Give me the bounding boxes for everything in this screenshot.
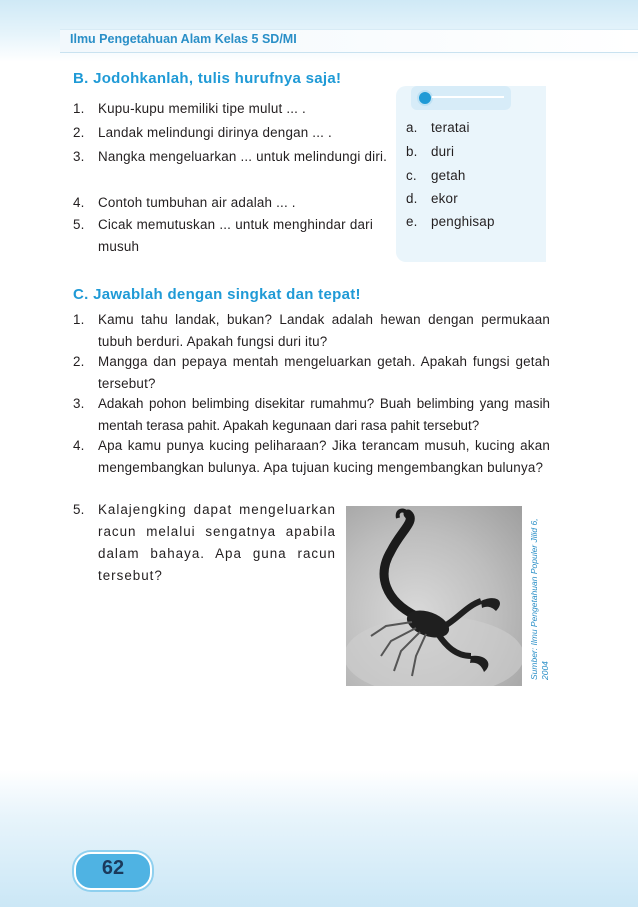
option-letter: c. <box>406 168 417 183</box>
question-number: 5. <box>73 502 85 517</box>
b-question-5 <box>73 214 373 258</box>
question-number: 2. <box>73 354 85 369</box>
option-text: duri <box>431 144 455 159</box>
question-number: 5. <box>73 217 85 232</box>
question-text: Kupu-kupu memiliki tipe mulut ... . <box>98 101 306 116</box>
option-letter: b. <box>406 144 418 159</box>
question-text: Mangga dan pepaya mentah mengeluarkan getah. Apakah fungsi getah tersebut? <box>98 354 550 391</box>
question-number: 1. <box>73 312 85 327</box>
question-text: Kamu tahu landak, bukan? Landak adalah hewan dengan permukaan tubuh berduri. Apakah fungsi duri itu? <box>98 312 550 349</box>
c-question-3 <box>73 393 550 437</box>
option-text: penghisap <box>431 214 495 229</box>
c-question-4 <box>73 435 550 501</box>
question-text: Nangka mengeluarkan ... untuk melindungi diri. <box>98 149 388 164</box>
b-question-1 <box>73 98 373 120</box>
question-number: 1. <box>73 101 85 116</box>
scorpion-photo <box>346 506 522 686</box>
scorpion-icon <box>346 506 522 686</box>
book-title: Ilmu Pengetahuan Alam Kelas 5 SD/MI <box>70 32 297 46</box>
question-text: Landak melindungi dirinya dengan ... . <box>98 125 332 140</box>
c-question-5 <box>73 499 338 587</box>
question-number: 2. <box>73 125 85 140</box>
c-question-1 <box>73 309 550 353</box>
option-letter: a. <box>406 120 418 135</box>
option-letter: e. <box>406 214 418 229</box>
question-text: Contoh tumbuhan air adalah ... . <box>98 195 296 210</box>
question-number: 4. <box>73 438 85 453</box>
option-b <box>406 144 454 159</box>
question-number: 4. <box>73 195 85 210</box>
question-text: Cicak memutuskan ... untuk menghindar dari musuh <box>98 217 373 254</box>
question-text: Kalajengking dapat mengeluarkan racun melalui sengatnya apabila dalam bahaya. Apa guna racun tersebut? <box>98 502 336 583</box>
option-text: ekor <box>431 191 458 206</box>
photo-credit: Sumber: Ilmu Pengetahuan Populer Jilid 6, 2004 <box>529 518 550 680</box>
option-letter: d. <box>406 191 418 206</box>
option-a <box>406 120 470 135</box>
page-number: 62 <box>101 857 125 879</box>
option-e <box>406 214 495 229</box>
bullet-icon <box>417 90 433 106</box>
option-d <box>406 191 458 206</box>
option-text: getah <box>431 168 466 183</box>
b-question-2 <box>73 122 373 144</box>
question-number: 3. <box>73 149 85 164</box>
question-text: Apa kamu punya kucing peliharaan? Jika terancam musuh, kucing akan mengembangkan bulunya. Apa tujuan kucing mengembangkan bulunya? <box>98 438 550 475</box>
b-question-4 <box>73 192 373 214</box>
option-c <box>406 168 466 183</box>
question-text: Adakah pohon belimbing disekitar rumahmu? Buah belimbing yang masih mentah terasa pahit. Apakah kegunaan dari rasa pahit tersebut? <box>98 396 550 433</box>
option-text: teratai <box>431 120 470 135</box>
section-b-heading: B. Jodohkanlah, tulis hurufnya saja! <box>73 70 342 87</box>
tab-line <box>432 96 504 98</box>
c-question-2 <box>73 351 550 395</box>
question-number: 3. <box>73 396 85 411</box>
b-question-3 <box>73 146 388 190</box>
section-c-heading: C. Jawablah dengan singkat dan tepat! <box>73 286 361 303</box>
